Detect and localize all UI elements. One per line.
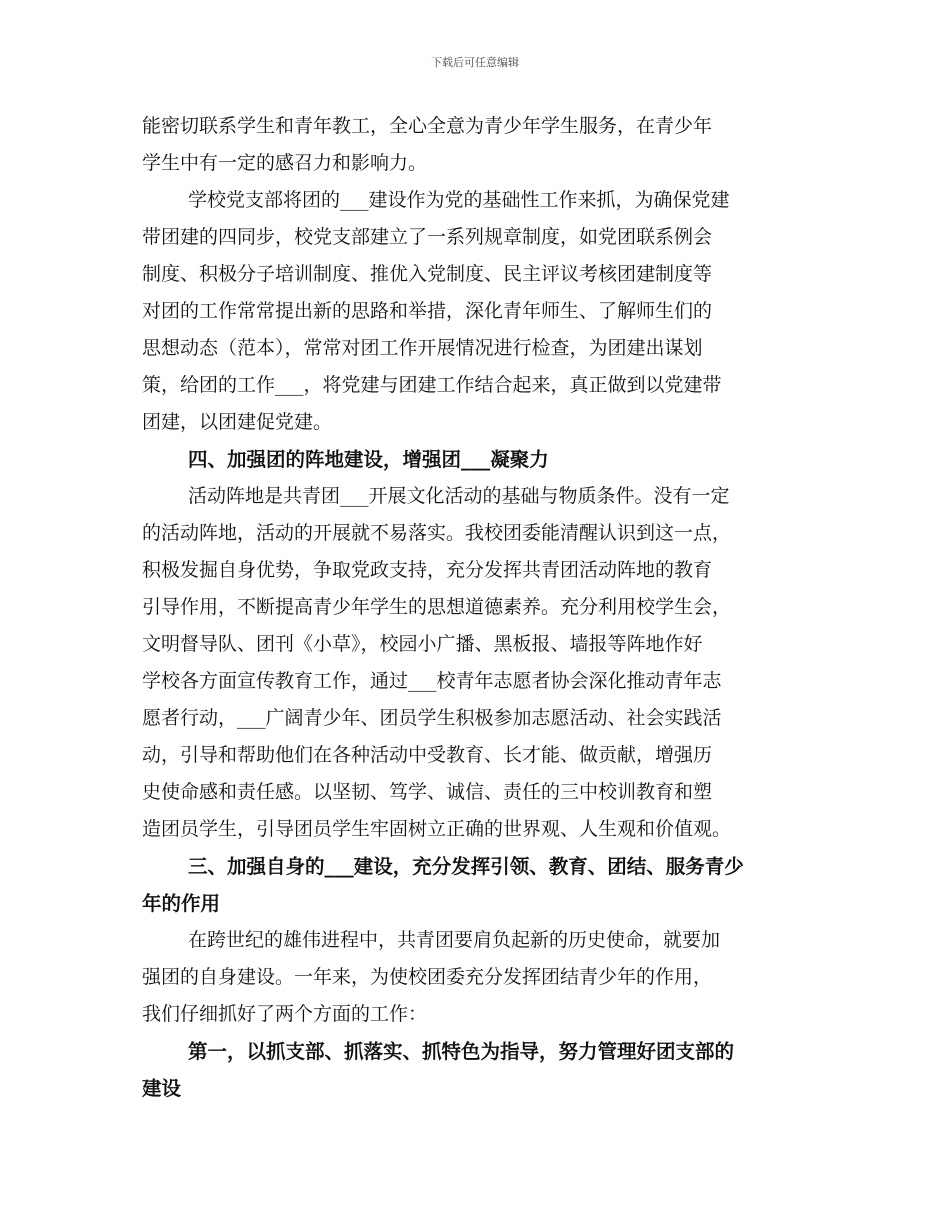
section-heading-line: 建设	[142, 1077, 182, 1100]
paragraph-line: 强团的自身建设。一年来，为使校团委充分发挥团结青少年的作用，	[142, 966, 713, 988]
paragraph-line: 造团员学生，引导团员学生牢固树立正确的世界观、人生观和价值观。	[142, 818, 732, 840]
paragraph-line: 文明督导队、团刊《小草》，校园小广播、黑板报、墙报等阵地作好	[142, 633, 703, 655]
document-body	[142, 108, 822, 1107]
paragraph-line: 能密切联系学生和青年教工，全心全意为青少年学生服务，在青少年	[142, 115, 713, 137]
paragraph-line: 对团的工作常常提出新的思路和举措，深化青年师生、了解师生们的	[142, 300, 713, 322]
paragraph-line: 引导作用，不断提高青少年学生的思想道德素养。充分利用校学生会，	[142, 596, 732, 618]
paragraph-line: 我们仔细抓好了两个方面的工作：	[142, 1003, 428, 1025]
paragraph-line: 学校党支部将团的___建设作为党的基础性工作来抓，为确保党建	[188, 189, 730, 211]
paragraph-line: 带团建的四同步，校党支部建立了一系列规章制度，如党团联系例会	[142, 226, 713, 248]
paragraph-line: 在跨世纪的雄伟进程中，共青团要肩负起新的历史使命，就要加	[188, 929, 721, 951]
paragraph-line: 团建，以团建促党建。	[142, 411, 333, 433]
section-heading-line: 第一，以抓支部、抓落实、抓特色为指导，努力管理好团支部的	[188, 1040, 735, 1063]
paragraph-line: 积极发掘自身优势，争取党政支持，充分发挥共青团活动阵地的教育	[142, 559, 713, 581]
paragraph-line: 愿者行动，___广阔青少年、团员学生积极参加志愿活动、社会实践活	[142, 707, 722, 729]
paragraph-line: 思想动态（范本），常常对团工作开展情况进行检查，为团建出谋划	[142, 337, 703, 359]
section-heading-line: 四、加强团的阵地建设，增强团___凝聚力	[188, 448, 549, 471]
paragraph-line: 动，引导和帮助他们在各种活动中受教育、长才能、做贡献，增强历	[142, 744, 713, 766]
paragraph-line: 学校各方面宣传教育工作，通过___校青年志愿者协会深化推动青年志	[142, 670, 722, 692]
paragraph-line: 策，给团的工作___，将党建与团建工作结合起来，真正做到以党建带	[142, 374, 722, 396]
paragraph-line: 制度、积极分子培训制度、推优入党制度、民主评议考核团建制度等	[142, 263, 713, 285]
section-heading-line: 年的作用	[142, 892, 221, 915]
paragraph-line: 学生中有一定的感召力和影响力。	[142, 152, 428, 174]
section-heading-line: 三、加强自身的___建设，充分发挥引领、教育、团结、服务青少	[188, 855, 744, 878]
page-header: 下载后可任意编辑	[431, 56, 519, 69]
paragraph-line: 活动阵地是共青团___开展文化活动的基础与物质条件。没有一定	[188, 485, 730, 507]
paragraph-line: 史使命感和责任感。以坚韧、笃学、诚信、责任的三中校训教育和塑	[142, 781, 713, 803]
paragraph-line: 的活动阵地，活动的开展就不易落实。我校团委能清醒认识到这一点，	[142, 522, 732, 544]
